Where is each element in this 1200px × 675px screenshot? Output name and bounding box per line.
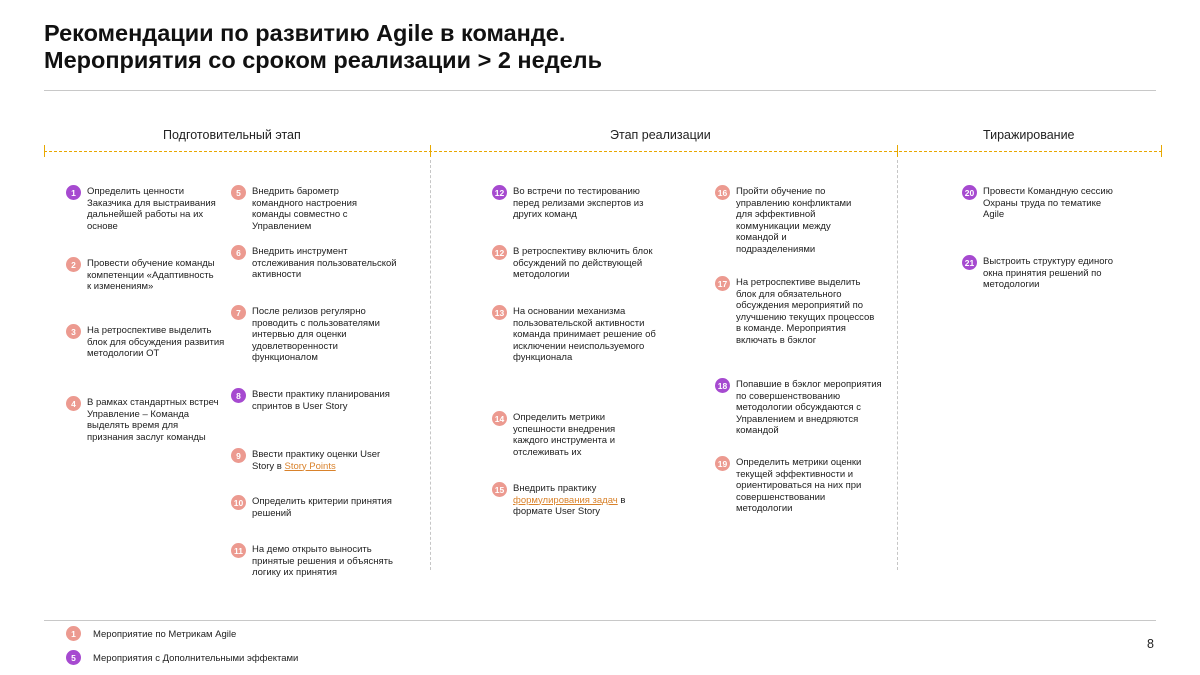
- action-item: [715, 277, 876, 346]
- action-item: [715, 457, 881, 515]
- action-item-text: Внедрить барометр командного настроения команды совместно с Управлением: [252, 186, 358, 232]
- action-item-text: Определить критерии принятия решений: [252, 496, 392, 519]
- action-item-text: Ввести практику оценки User Story в Story Points: [252, 449, 381, 472]
- title-line-1: Рекомендации по развитию Agile в команде.: [44, 20, 566, 46]
- legend-label: Мероприятие по Метрикам Agile: [93, 628, 237, 640]
- phase-prep-label: Подготовительный этап: [163, 128, 301, 142]
- effects-number-badge: 20: [962, 185, 977, 200]
- action-item-text: В рамках стандартных встреч Управление – Команда выделять время для признания заслуг команды: [87, 397, 219, 443]
- action-item-text: На ретроспективе выделить блок для обязательного обсуждения мероприятий по улучшению текущих процессов в команде. Мероприятия включать в бэклог: [736, 277, 875, 346]
- action-item: [492, 186, 663, 221]
- action-item: [66, 325, 232, 360]
- action-item-text: Провести обучение команды компетенции «Адаптивность к изменениям»: [87, 258, 215, 292]
- action-item-text: На демо открыто выносить принятые решения и объяснять логику их принятия: [252, 544, 393, 578]
- metrics-number-badge: 9: [231, 448, 246, 463]
- effects-legend-badge: 5: [66, 650, 81, 665]
- legend-label: Мероприятия с Дополнительными эффектами: [93, 652, 299, 664]
- action-item: [492, 483, 653, 518]
- action-item: [962, 186, 1123, 221]
- effects-number-badge: 21: [962, 255, 977, 270]
- action-item: [492, 412, 653, 458]
- phase-separator: [430, 160, 431, 570]
- action-item-text: Внедрить инструмент отслеживания пользовательской активности: [252, 246, 397, 280]
- action-item: [492, 246, 663, 281]
- metrics-number-badge: 19: [715, 456, 730, 471]
- phase-impl-label: Этап реализации: [610, 128, 711, 142]
- metrics-number-badge: 3: [66, 324, 81, 339]
- action-item: [492, 306, 658, 364]
- effects-number-badge: 12: [492, 185, 507, 200]
- phase-scale-label: Тиражирование: [983, 128, 1075, 142]
- metrics-number-badge: 6: [231, 245, 246, 260]
- metrics-number-badge: 15: [492, 482, 507, 497]
- action-item-text: Определить метрики оценки текущей эффективности и ориентироваться на них при совершенствовании методологии: [736, 457, 862, 514]
- action-item: [231, 449, 397, 472]
- action-item: [231, 306, 402, 364]
- metrics-number-badge: 4: [66, 396, 81, 411]
- metrics-number-badge: 10: [231, 495, 246, 510]
- action-item: [66, 258, 217, 293]
- action-item: [231, 496, 392, 519]
- timeline-tick: [44, 145, 45, 157]
- footer-divider: [44, 620, 1156, 621]
- metrics-number-badge: 13: [492, 305, 507, 320]
- action-item-text: В ретроспективу включить блок обсуждений по действующей методологии: [513, 246, 653, 280]
- page-title: [44, 20, 602, 74]
- title-divider: [44, 90, 1156, 91]
- phase-separator: [897, 160, 898, 570]
- action-item-text: Определить метрики успешности внедрения каждого инструмента и отслеживать их: [513, 412, 616, 458]
- metrics-number-badge: 16: [715, 185, 730, 200]
- action-item-text: На ретроспективе выделить блок для обсуждения развития методологии ОТ: [87, 325, 225, 359]
- action-item-text: Провести Командную сессию Охраны труда по тематике Agile: [983, 186, 1113, 220]
- action-item: [715, 379, 886, 437]
- action-item: [66, 186, 217, 232]
- title-line-2: Мероприятия со сроком реализации > 2 недель: [44, 47, 603, 73]
- action-item-text: Во встречи по тестированию перед релизами экспертов из других команд: [513, 186, 644, 220]
- item-link[interactable]: формулирования задач: [513, 494, 618, 506]
- action-item-text: Ввести практику планирования спринтов в User Story: [252, 389, 390, 412]
- effects-number-badge: 18: [715, 378, 730, 393]
- legend-item: [66, 651, 298, 665]
- page-number: 8: [1147, 637, 1154, 651]
- action-item: [715, 186, 866, 255]
- metrics-number-badge: 2: [66, 257, 81, 272]
- action-item: [66, 397, 227, 443]
- metrics-number-badge: 5: [231, 185, 246, 200]
- action-item-text: Внедрить практику формулирования задач в формате User Story: [513, 483, 626, 517]
- action-item-text: Выстроить структуру единого окна принятия решений по методологии: [983, 256, 1114, 290]
- timeline-line: [44, 151, 1162, 152]
- metrics-number-badge: 14: [492, 411, 507, 426]
- metrics-number-badge: 12: [492, 245, 507, 260]
- action-item-text: Пройти обучение по управлению конфликтами для эффективной коммуникации между командой и подразделениями: [736, 186, 852, 255]
- action-item-text: Определить ценности Заказчика для выстраивания дальнейшей работы на их основе: [87, 186, 216, 232]
- metrics-number-badge: 11: [231, 543, 246, 558]
- action-item: [231, 544, 397, 579]
- legend-item: [66, 627, 236, 641]
- action-item: [231, 186, 392, 232]
- metrics-legend-badge: 1: [66, 626, 81, 641]
- timeline-tick: [897, 145, 898, 157]
- action-item-text: Попавшие в бэклог мероприятия по совершенствованию методологии обсуждаются с Управлением и внедряются командой: [736, 379, 882, 436]
- metrics-number-badge: 17: [715, 276, 730, 291]
- action-item-text: На основании механизма пользовательской активности команда принимает решение об исключении неиспользуемого функционала: [513, 306, 656, 363]
- action-item: [231, 246, 402, 281]
- timeline-tick: [430, 145, 431, 157]
- effects-number-badge: 1: [66, 185, 81, 200]
- timeline-tick: [1161, 145, 1162, 157]
- metrics-number-badge: 7: [231, 305, 246, 320]
- action-item-text: После релизов регулярно проводить с пользователями интервью для оценки удовлетворенности функционалом: [252, 306, 380, 363]
- action-item: [231, 389, 397, 412]
- action-item: [962, 256, 1123, 291]
- item-link[interactable]: Story Points: [284, 460, 336, 472]
- effects-number-badge: 8: [231, 388, 246, 403]
